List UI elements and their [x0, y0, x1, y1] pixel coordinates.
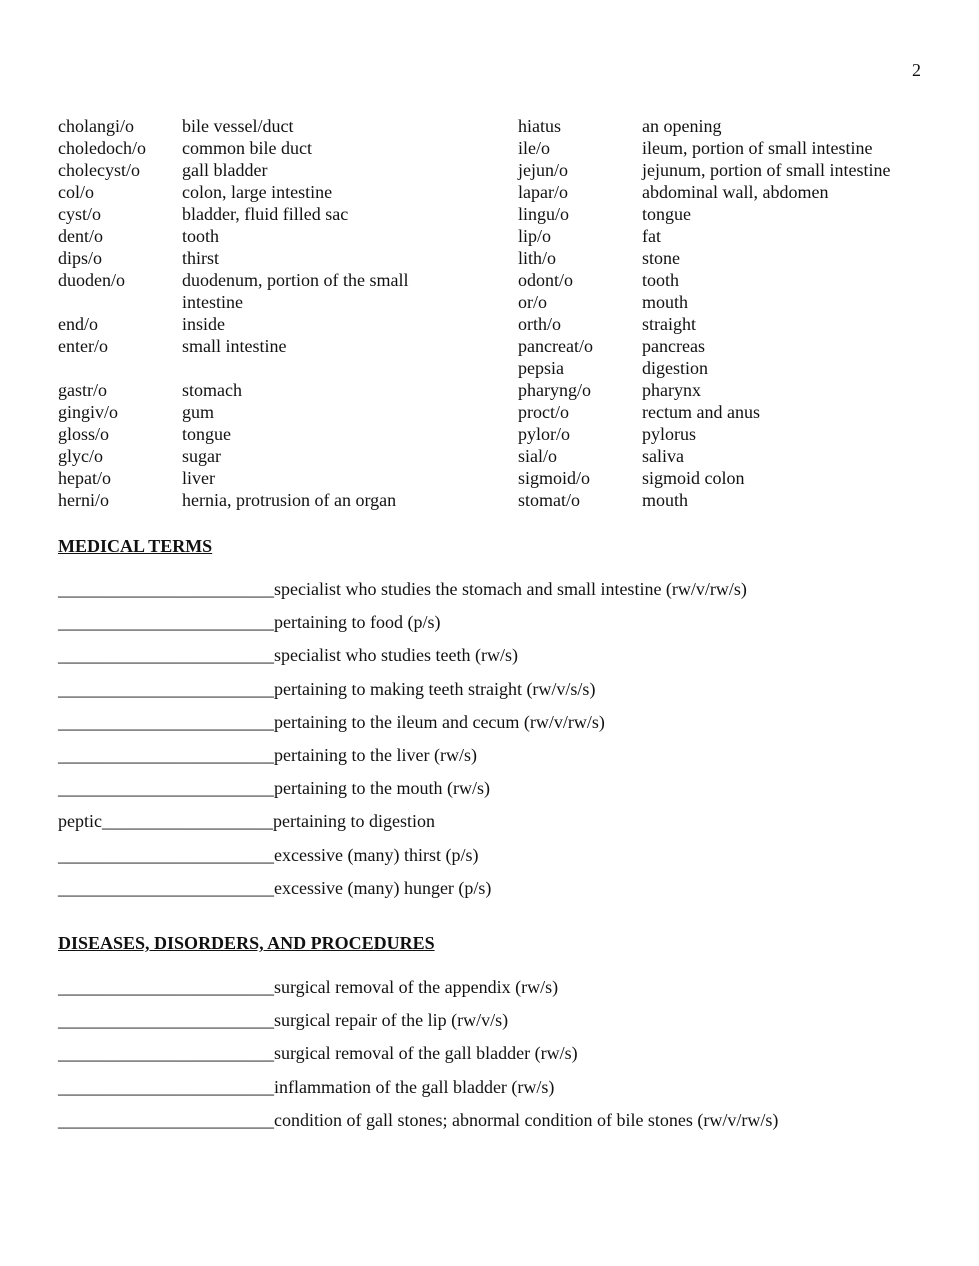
glossary-term: end/o	[58, 314, 98, 334]
glossary-row	[58, 181, 498, 203]
glossary-row	[518, 467, 928, 489]
glossary-term: lingu/o	[518, 204, 570, 224]
glossary-row	[58, 335, 498, 357]
glossary-term: cholecyst/o	[58, 160, 140, 180]
answer-blank[interactable]: ________________________	[58, 1010, 274, 1031]
glossary-row	[518, 291, 928, 313]
glossary-row	[58, 313, 498, 335]
glossary-row	[58, 203, 498, 225]
glossary-row	[518, 269, 928, 291]
exercise-row	[58, 578, 938, 611]
exercise-prompt: surgical removal of the gall bladder (rw/s)	[274, 1043, 578, 1064]
glossary-definition: straight	[642, 314, 696, 334]
glossary-row	[518, 423, 928, 445]
glossary-term: enter/o	[58, 336, 108, 356]
glossary-term: stomat/o	[518, 490, 580, 510]
glossary-term: col/o	[58, 182, 94, 202]
glossary-row	[518, 115, 928, 137]
glossary-definition: bladder, fluid filled sac	[182, 204, 349, 224]
answer-blank[interactable]: ________________________	[58, 1076, 274, 1097]
exercise-prompt: pertaining to making teeth straight (rw/v/s/s)	[274, 678, 596, 699]
glossary-row	[518, 313, 928, 335]
glossary-term: gingiv/o	[58, 402, 119, 422]
glossary-term: choledoch/o	[58, 138, 146, 158]
glossary-term: gloss/o	[58, 424, 110, 444]
exercise-prompt: pertaining to the liver (rw/s)	[274, 744, 477, 765]
glossary-left-column	[58, 115, 498, 511]
glossary-row	[58, 379, 498, 401]
diseases-exercises	[58, 976, 938, 1142]
glossary-definition: mouth	[642, 292, 689, 312]
answer-blank[interactable]: ________________________	[58, 612, 274, 633]
glossary-row	[58, 423, 498, 445]
glossary-definition: common bile duct	[182, 138, 312, 158]
glossary-definition: gum	[182, 402, 215, 422]
glossary-term: pancreat/o	[518, 336, 593, 356]
glossary-row	[58, 269, 498, 313]
answer-blank[interactable]: ________________________	[58, 678, 274, 699]
exercise-row	[58, 678, 938, 711]
glossary-definition: inside	[182, 314, 225, 334]
glossary-term: gastr/o	[58, 380, 107, 400]
glossary-definition: bile vessel/duct	[182, 116, 294, 136]
glossary-term: odont/o	[518, 270, 574, 290]
answer-blank[interactable]: ________________________	[58, 1043, 274, 1064]
glossary-term: proct/o	[518, 402, 569, 422]
answer-blank[interactable]: ________________________	[58, 645, 274, 666]
glossary-right-column	[518, 115, 928, 511]
glossary-definition: duodenum, portion of the small intestine	[182, 270, 409, 312]
glossary-row	[518, 225, 928, 247]
exercise-prompt: pertaining to the mouth (rw/s)	[274, 778, 490, 799]
glossary-definition: tongue	[182, 424, 231, 444]
glossary-definition: ileum, portion of small intestine	[642, 138, 873, 158]
glossary-row	[518, 181, 928, 203]
exercise-row	[58, 976, 938, 1009]
exercise-row	[58, 844, 938, 877]
glossary-definition: thirst	[182, 248, 220, 268]
exercise-row	[58, 1076, 938, 1109]
answer-blank-with-prefix[interactable]: peptic___________________	[58, 811, 273, 832]
exercise-row	[58, 711, 938, 744]
exercise-row	[58, 877, 938, 910]
exercise-prompt: surgical repair of the lip (rw/v/s)	[274, 1010, 509, 1031]
glossary-row	[58, 115, 498, 137]
glossary-term: ile/o	[518, 138, 550, 158]
exercise-row	[58, 1042, 938, 1075]
glossary-term: cholangi/o	[58, 116, 134, 136]
exercise-prompt: surgical removal of the appendix (rw/s)	[274, 977, 559, 997]
glossary-term: orth/o	[518, 314, 561, 334]
glossary-definition: digestion	[642, 358, 708, 378]
exercise-row	[58, 744, 938, 777]
glossary-term: dent/o	[58, 226, 103, 246]
glossary-term: sigmoid/o	[518, 468, 591, 488]
glossary-row	[58, 445, 498, 467]
glossary-row	[518, 159, 928, 181]
glossary-term: dips/o	[58, 248, 103, 268]
glossary-row	[58, 137, 498, 159]
glossary-definition: stomach	[182, 380, 242, 400]
glossary-definition: jejunum, portion of small intestine	[642, 160, 891, 180]
exercise-row	[58, 1009, 938, 1042]
glossary-term: pylor/o	[518, 424, 570, 444]
exercise-prompt: inflammation of the gall bladder (rw/s)	[274, 1076, 555, 1097]
glossary-definition: colon, large intestine	[182, 182, 333, 202]
glossary-row	[58, 489, 498, 511]
answer-blank[interactable]: ________________________	[58, 778, 274, 799]
glossary-definition: abdominal wall, abdomen	[642, 182, 829, 202]
glossary-row	[518, 401, 928, 423]
glossary-row	[518, 335, 928, 357]
page-number: 2	[912, 60, 921, 80]
answer-blank[interactable]: ________________________	[58, 877, 274, 898]
glossary-term: cyst/o	[58, 204, 101, 224]
glossary-row	[518, 247, 928, 269]
glossary-row	[58, 467, 498, 489]
exercise-prompt: pertaining to food (p/s)	[274, 612, 441, 633]
exercise-prompt: excessive (many) thirst (p/s)	[274, 844, 479, 865]
glossary-row	[518, 445, 928, 467]
glossary-definition: an opening	[642, 116, 722, 136]
glossary-definition: small intestine	[182, 336, 287, 356]
glossary-term: pharyng/o	[518, 380, 591, 400]
glossary-row	[518, 137, 928, 159]
exercise-prompt: excessive (many) hunger (p/s)	[274, 877, 492, 898]
answer-blank[interactable]: ________________________	[58, 844, 274, 865]
glossary-definition: mouth	[642, 490, 689, 510]
glossary-definition: liver	[182, 468, 215, 488]
glossary-row	[58, 159, 498, 181]
glossary-definition: tooth	[182, 226, 220, 246]
exercise-prompt: pertaining to the ileum and cecum (rw/v/rw/s)	[274, 711, 605, 732]
glossary-term: jejun/o	[518, 160, 568, 180]
glossary-row	[518, 379, 928, 401]
glossary-row	[58, 401, 498, 423]
diseases-heading: DISEASES, DISORDERS, AND PROCEDURES	[58, 933, 435, 953]
glossary-definition: sugar	[182, 446, 221, 466]
glossary-definition: gall bladder	[182, 160, 268, 180]
glossary-definition: tongue	[642, 204, 691, 224]
glossary-definition: pharynx	[642, 380, 701, 400]
exercise-prompt: pertaining to digestion	[272, 811, 435, 832]
medical-terms-heading: MEDICAL TERMS	[58, 536, 213, 556]
glossary-definition: fat	[642, 226, 661, 246]
answer-blank[interactable]: ________________________	[58, 1109, 274, 1130]
answer-blank[interactable]: ________________________	[58, 711, 274, 732]
glossary-term: lith/o	[518, 248, 557, 268]
glossary-term: hiatus	[518, 116, 561, 136]
glossary-row	[58, 225, 498, 247]
glossary-definition: stone	[642, 248, 680, 268]
word-root-glossary	[58, 115, 928, 515]
glossary-definition: rectum and anus	[642, 402, 760, 422]
glossary-row	[58, 247, 498, 269]
exercise-row	[58, 644, 938, 677]
glossary-row	[518, 357, 928, 379]
answer-blank[interactable]: ________________________	[58, 977, 274, 997]
exercise-prompt: specialist who studies teeth (rw/s)	[274, 645, 518, 666]
glossary-term: sial/o	[518, 446, 557, 466]
glossary-definition: pancreas	[642, 336, 705, 356]
glossary-term: or/o	[518, 292, 547, 312]
exercise-row	[58, 777, 938, 810]
glossary-term: glyc/o	[58, 446, 103, 466]
exercise-row	[58, 611, 938, 644]
glossary-definition: pylorus	[642, 424, 696, 444]
glossary-definition: tooth	[642, 270, 680, 290]
glossary-row	[518, 203, 928, 225]
exercise-prompt: condition of gall stones; abnormal condition of bile stones (rw/v/rw/s)	[274, 1109, 779, 1130]
glossary-term: duoden/o	[58, 270, 125, 290]
glossary-term: herni/o	[58, 490, 109, 510]
glossary-definition: saliva	[642, 446, 684, 466]
glossary-term: lip/o	[518, 226, 552, 246]
glossary-term: lapar/o	[518, 182, 568, 202]
medical-terms-exercises	[58, 578, 938, 910]
answer-blank[interactable]: ________________________	[58, 579, 274, 599]
exercise-row	[58, 1109, 938, 1142]
glossary-term: pepsia	[518, 358, 564, 378]
exercise-row	[58, 810, 938, 843]
answer-blank[interactable]: ________________________	[58, 744, 274, 765]
glossary-definition: sigmoid colon	[642, 468, 745, 488]
glossary-row	[518, 489, 928, 511]
exercise-prompt: specialist who studies the stomach and small intestine (rw/v/rw/s)	[274, 579, 747, 599]
glossary-definition: hernia, protrusion of an organ	[182, 490, 397, 510]
glossary-term: hepat/o	[58, 468, 111, 488]
